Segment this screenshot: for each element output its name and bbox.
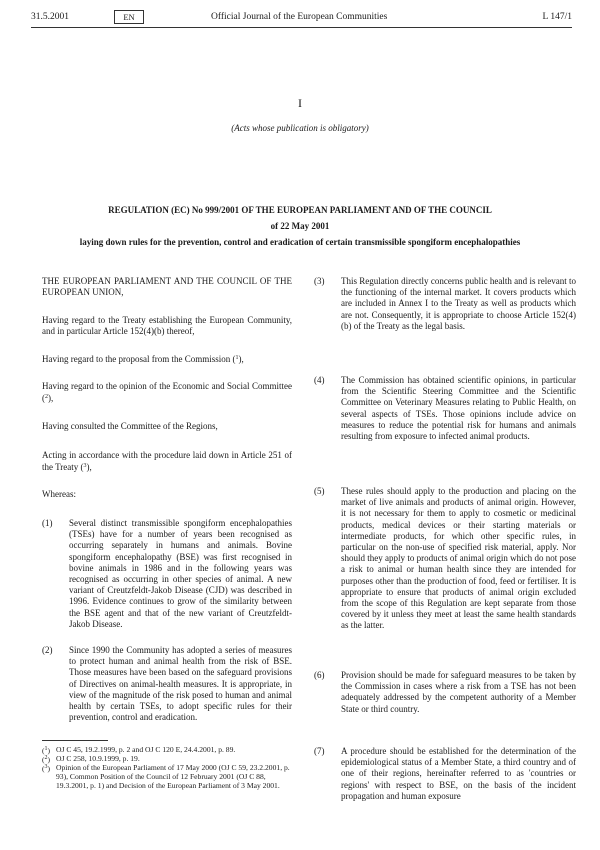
header-divider	[31, 27, 572, 28]
regulation-subject: laying down rules for the prevention, control and eradication of certain transmissible spongiform encephalopathies	[79, 237, 521, 247]
recital-number: (7)	[314, 746, 325, 756]
citation-procedure: Acting in accordance with the procedure laid down in Article 251 of the Treaty ($^3$),	[42, 450, 292, 473]
page-header	[31, 10, 572, 26]
recital-number: (1)	[42, 518, 53, 528]
regulation-title: REGULATION (EC) No 999/2001 OF THE EUROPEAN PARLIAMENT AND OF THE COUNCIL	[108, 205, 492, 215]
footnote-3: ($^3$) Opinion of the European Parliament of 17 May 2000 (OJ C 59, 23.2.2001, p. 93), Common Position of the Council of 12 February 2001 (OJ C 88, 19.3.2001, p. 1) and Decision of the European Parliament of 3 May 2001.	[42, 763, 290, 790]
recital-text: This Regulation directly concerns public health and is relevant to the functioning of the internal market. It covers products which are included in Annex I to the Treaty as well as products which are not. Consequently, it is appropriate to choose Article 152(4)(b) of the Treaty as the legal basis.	[341, 276, 576, 331]
recital-number: (3)	[314, 276, 325, 286]
recital-number: (4)	[314, 375, 325, 385]
footnotes	[42, 745, 292, 790]
recital-number: (5)	[314, 486, 325, 496]
recital-number: (6)	[314, 670, 325, 680]
citation-committee-opinion: Having regard to the opinion of the Economic and Social Committee ($^2$),	[42, 381, 292, 404]
regulation-date: of 22 May 2001	[270, 221, 330, 231]
footnote-divider	[42, 740, 108, 741]
citation-treaty: Having regard to the Treaty establishing the European Community, and in particular Article 152(4)(b) thereof,	[42, 315, 292, 337]
citation-regions: Having consulted the Committee of the Regions,	[42, 421, 218, 431]
page-reference: L 147/1	[542, 12, 572, 22]
recital-text: The Commission has obtained scientific opinions, in particular from the Scientific Steering Committee and the Scientific Committee on Veterinary Measures relating to Public Health, on several aspects of TSEs. Those opinions include advice on measures to reduce the potential risk for humans and animals resulting from exposure to infected animal products.	[341, 375, 576, 442]
section-numeral: I	[298, 96, 302, 110]
language-code-box: EN	[114, 10, 144, 24]
recital-text: Several distinct transmissible spongiform encephalopathies (TSEs) have for a number of years been recognised as occurring separately in humans and animals. Bovine spongiform encephalopathy (BSE) was first recognised in bovine animals in 1986 and in the following years was recognised as occurring in other species of animal. A new variant of Creutzfeldt-Jakob Disease (CJD) was described in 1996. Evidence continues to grow of the similarity between the BSE agent and that of the new variant of Creutzfeldt-Jakob Disease.	[69, 518, 292, 629]
header-date: 31.5.2001	[31, 12, 69, 22]
recital-text: Since 1990 the Community has adopted a series of measures to protect human and animal health from the risk of BSE. Those measures have been based on the safeguard provisions of Directives on animal-health measures. It is appropriate, in view of the magnitude of the risk posed to human and animal health by certain TSEs, to adopt specific rules for their prevention, control and eradication.	[69, 645, 292, 723]
recital-text: These rules should apply to the production and placing on the market of live animals and products of animal origin. However, it is not necessary for them to apply to cosmetic or medicinal products, medical devices or their starting materials or intermediate products, for which other specific rules, in particular on the non-use of specified risk material, apply. Nor should they apply to products of animal origin which do not pose a risk to animal or human health since they are intended for purposes other than the production of food, feed or fertiliser. It is appropriate to ensure that products of animal origin excluded from the scope of this Regulation are kept separate from those covered by it unless they meet at least the same health standards as the latter.	[341, 486, 576, 631]
journal-name: Official Journal of the European Communities	[211, 12, 388, 22]
acts-note: (Acts whose publication is obligatory)	[231, 123, 369, 133]
whereas-heading: Whereas:	[42, 489, 76, 499]
recital-text: A procedure should be established for the determination of the epidemiological status of a Member State, a third country and of one of their regions, hereinafter referred to as 'countries or regions' with respect to BSE, on the basis of the incident propagation and human exposure	[341, 746, 576, 801]
recital-text: Provision should be made for safeguard measures to be taken by the Commission in cases where a risk from a TSE has not been adequately addressed by the competent authority of a Member State or third country.	[341, 670, 576, 714]
citation-proposal: Having regard to the proposal from the Commission ($^1$),	[42, 354, 244, 364]
footnote-2: ($^2$) OJ C 258, 10.9.1999, p. 19.	[42, 754, 140, 764]
preamble-intro: THE EUROPEAN PARLIAMENT AND THE COUNCIL OF THE EUROPEAN UNION,	[42, 276, 292, 298]
recital-number: (2)	[42, 645, 53, 655]
footnote-1: ($^1$) OJ C 45, 19.2.1999, p. 2 and OJ C 120 E, 24.4.2001, p. 89.	[42, 745, 236, 755]
